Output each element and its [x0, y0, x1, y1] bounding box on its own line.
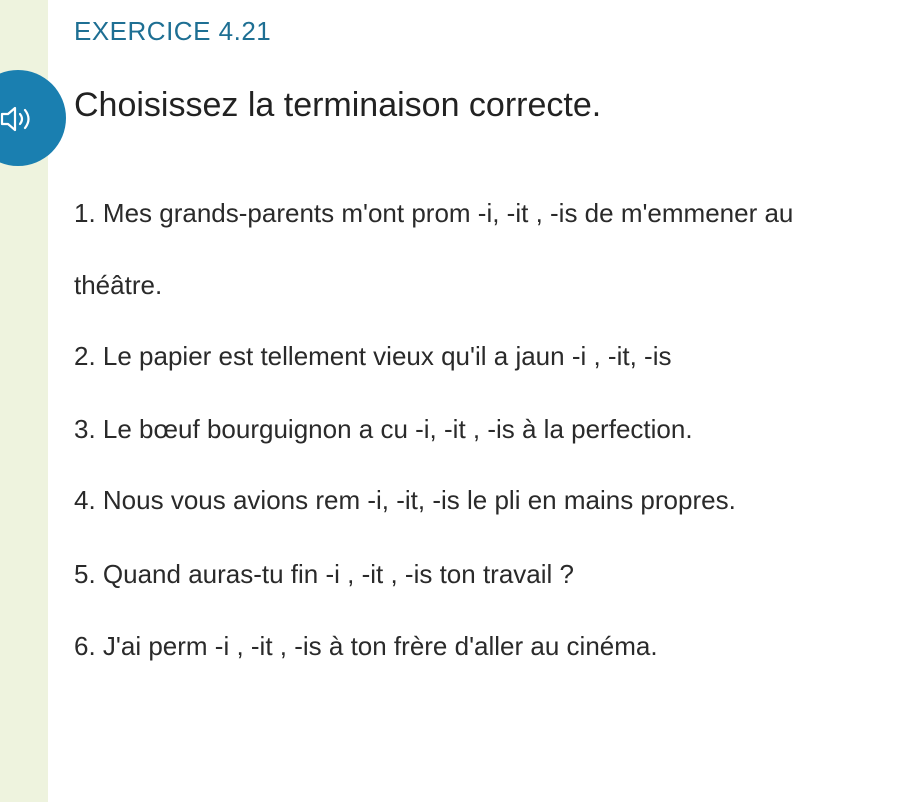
exercise-item-4: 4. Nous vous avions rem -i, -it, -is le pli en mains propres.: [74, 485, 736, 515]
exercise-item-1-line-1: 1. Mes grands-parents m'ont prom -i, -it , -is de m'emmener au: [74, 198, 794, 228]
audio-play-button[interactable]: [0, 70, 66, 166]
exercise-item-1-line-2: théâtre.: [74, 270, 163, 300]
exercise-item-2: 2. Le papier est tellement vieux qu'il a jaun -i , -it, -is: [74, 341, 672, 371]
speaker-icon: [0, 106, 34, 132]
instruction-text: Choisissez la terminaison correcte.: [74, 86, 602, 124]
exercise-title: EXERCICE 4.21: [74, 16, 272, 46]
exercise-item-3: 3. Le bœuf bourguignon a cu -i, -it , -is à la perfection.: [74, 414, 693, 444]
exercise-item-5: 5. Quand auras-tu fin -i , -it , -is ton travail ?: [74, 559, 574, 589]
exercise-item-6: 6. J'ai perm -i , -it , -is à ton frère d'aller au cinéma.: [74, 631, 658, 661]
